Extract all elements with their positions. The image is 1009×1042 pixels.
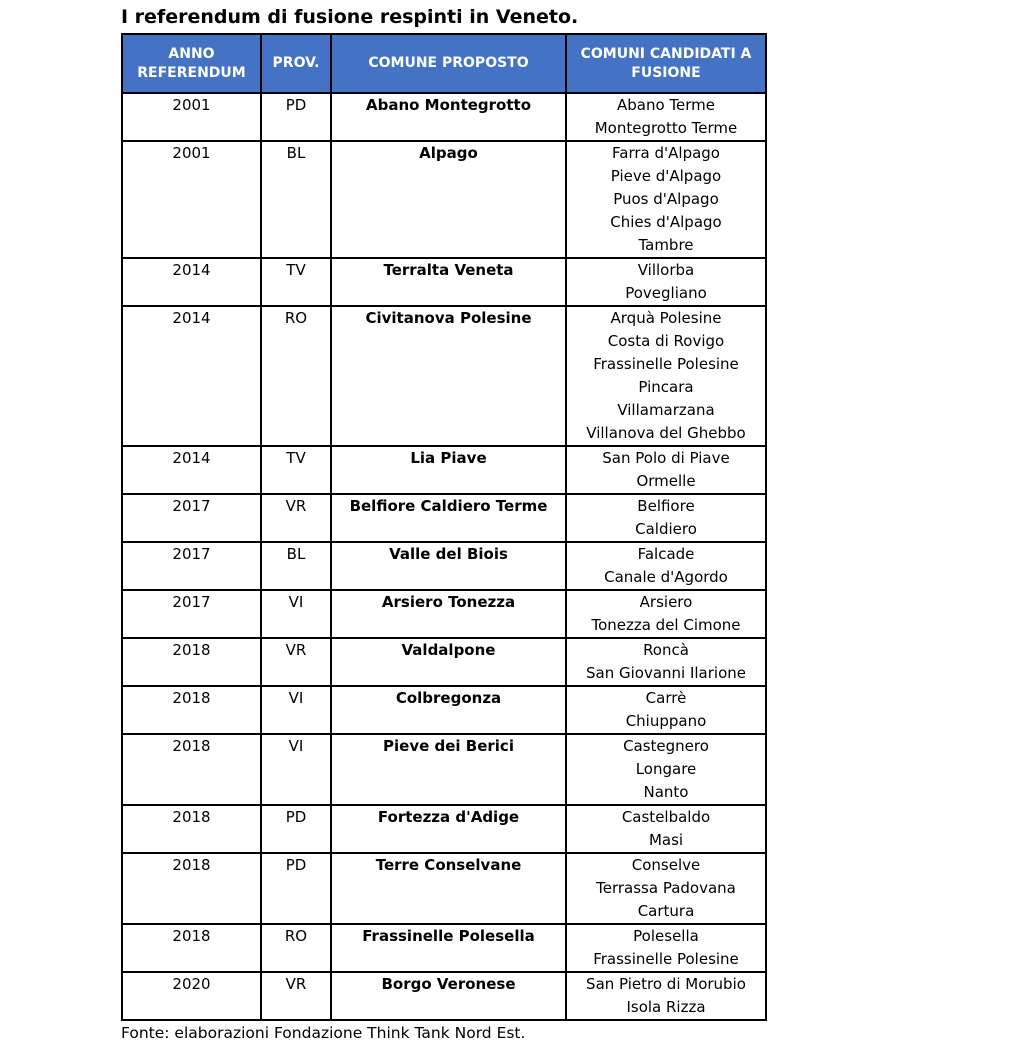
column-header-comuni-candidati: COMUNI CANDIDATI A FUSIONE — [566, 34, 766, 93]
table-row — [122, 972, 766, 1020]
cell-prov: PD — [261, 805, 331, 853]
comune-candidato-line: San Pietro di Morubio — [586, 975, 746, 993]
comune-candidato-line: Villamarzana — [617, 401, 715, 419]
cell-comuni-candidati — [566, 638, 766, 686]
cell-anno-referendum: 2018 — [122, 734, 261, 805]
comune-candidato-line: Costa di Rovigo — [607, 332, 725, 350]
cell-prov: PD — [261, 853, 331, 924]
page-title: I referendum di fusione respinti in Veneto. — [121, 6, 579, 28]
cell-comune-proposto: Terre Conselvane — [331, 853, 566, 924]
cell-comune-proposto: Pieve dei Berici — [331, 734, 566, 805]
comune-candidato-line: Belfiore — [637, 497, 695, 515]
column-header-anno-referendum: ANNO REFERENDUM — [122, 34, 261, 93]
cell-prov: VI — [261, 734, 331, 805]
comune-candidato-line: Arsiero — [639, 593, 693, 611]
comune-candidato-line: Polesella — [633, 927, 699, 945]
table-row — [122, 734, 766, 805]
cell-comune-proposto: Arsiero Tonezza — [331, 590, 566, 638]
table-row — [122, 141, 766, 258]
cell-comuni-candidati — [566, 494, 766, 542]
table-row — [122, 494, 766, 542]
table-row — [122, 306, 766, 446]
comune-candidato-line: Abano Terme — [616, 96, 715, 114]
cell-comuni-candidati — [566, 258, 766, 306]
cell-anno-referendum: 2018 — [122, 924, 261, 972]
comune-candidato-line: Castegnero — [623, 737, 709, 755]
table-row — [122, 638, 766, 686]
table-header — [122, 34, 766, 93]
table-figure — [121, 6, 769, 1042]
cell-prov: VR — [261, 972, 331, 1020]
cell-comuni-candidati — [566, 972, 766, 1020]
comune-candidato-line: Pieve d'Alpago — [610, 167, 722, 185]
cell-anno-referendum: 2001 — [122, 141, 261, 258]
cell-prov: VI — [261, 590, 331, 638]
cell-comune-proposto: Valdalpone — [331, 638, 566, 686]
cell-comuni-candidati — [566, 686, 766, 734]
comune-candidato-line: Masi — [648, 831, 684, 849]
cell-comune-proposto: Abano Montegrotto — [331, 93, 566, 141]
cell-anno-referendum: 2014 — [122, 258, 261, 306]
comune-candidato-line: Nanto — [643, 783, 689, 801]
comune-candidato-line: Arquà Polesine — [610, 309, 722, 327]
cell-prov: TV — [261, 446, 331, 494]
cell-comune-proposto: Terralta Veneta — [331, 258, 566, 306]
cell-anno-referendum: 2017 — [122, 542, 261, 590]
comune-candidato-line: Ormelle — [636, 472, 696, 490]
cell-anno-referendum: 2018 — [122, 686, 261, 734]
table-row — [122, 93, 766, 141]
column-header-prov: PROV. — [261, 34, 331, 93]
comune-candidato-line: San Polo di Piave — [602, 449, 730, 467]
cell-anno-referendum: 2017 — [122, 590, 261, 638]
comune-candidato-line: Pincara — [638, 378, 694, 396]
comune-candidato-line: Frassinelle Polesine — [593, 950, 739, 968]
comune-candidato-line: Povegliano — [625, 284, 707, 302]
comune-candidato-line: Chies d'Alpago — [610, 213, 722, 231]
table-row — [122, 258, 766, 306]
cell-comune-proposto: Alpago — [331, 141, 566, 258]
cell-anno-referendum: 2014 — [122, 446, 261, 494]
cell-prov: VI — [261, 686, 331, 734]
cell-comuni-candidati — [566, 734, 766, 805]
comune-candidato-line: Montegrotto Terme — [594, 119, 738, 137]
comune-candidato-line: Tambre — [638, 236, 694, 254]
cell-comune-proposto: Belfiore Caldiero Terme — [331, 494, 566, 542]
cell-comuni-candidati — [566, 590, 766, 638]
cell-prov: VR — [261, 494, 331, 542]
cell-prov: RO — [261, 306, 331, 446]
cell-comune-proposto: Frassinelle Polesella — [331, 924, 566, 972]
cell-prov: VR — [261, 638, 331, 686]
cell-anno-referendum: 2017 — [122, 494, 261, 542]
cell-anno-referendum: 2020 — [122, 972, 261, 1020]
source-note: Fonte: elaborazioni Fondazione Think Tank Nord Est. — [121, 1024, 526, 1042]
table-row — [122, 853, 766, 924]
cell-prov: PD — [261, 93, 331, 141]
cell-comuni-candidati — [566, 306, 766, 446]
comune-candidato-line: Villorba — [637, 261, 695, 279]
comune-candidato-line: Caldiero — [635, 520, 697, 538]
table-row — [122, 805, 766, 853]
comune-candidato-line: Terrassa Padovana — [596, 879, 736, 897]
comune-candidato-line: Cartura — [637, 902, 695, 920]
table-row — [122, 590, 766, 638]
cell-anno-referendum: 2018 — [122, 638, 261, 686]
comune-candidato-line: Isola Rizza — [626, 998, 706, 1016]
comune-candidato-line: Villanova del Ghebbo — [586, 424, 746, 442]
table-row — [122, 924, 766, 972]
cell-comune-proposto: Borgo Veronese — [331, 972, 566, 1020]
cell-comuni-candidati — [566, 542, 766, 590]
comune-candidato-line: Chiuppano — [625, 712, 707, 730]
cell-comune-proposto: Fortezza d'Adige — [331, 805, 566, 853]
table-body — [122, 93, 766, 1020]
comune-candidato-line: Conselve — [631, 856, 701, 874]
cell-comuni-candidati — [566, 924, 766, 972]
comune-candidato-line: Farra d'Alpago — [612, 144, 720, 162]
comune-candidato-line: Puos d'Alpago — [613, 190, 719, 208]
cell-prov: TV — [261, 258, 331, 306]
cell-comuni-candidati — [566, 853, 766, 924]
cell-prov: BL — [261, 542, 331, 590]
cell-comune-proposto: Lia Piave — [331, 446, 566, 494]
comune-candidato-line: San Giovanni Ilarione — [585, 664, 746, 682]
table-row — [122, 686, 766, 734]
column-header-comune-proposto: COMUNE PROPOSTO — [331, 34, 566, 93]
comune-candidato-line: Canale d'Agordo — [604, 568, 728, 586]
cell-anno-referendum: 2018 — [122, 853, 261, 924]
comune-candidato-line: Tonezza del Cimone — [591, 616, 741, 634]
cell-comune-proposto: Civitanova Polesine — [331, 306, 566, 446]
cell-comune-proposto: Colbregonza — [331, 686, 566, 734]
comune-candidato-line: Frassinelle Polesine — [593, 355, 739, 373]
cell-comune-proposto: Valle del Biois — [331, 542, 566, 590]
cell-anno-referendum: 2018 — [122, 805, 261, 853]
table-row — [122, 446, 766, 494]
cell-comuni-candidati — [566, 805, 766, 853]
comune-candidato-line: Roncà — [643, 641, 689, 659]
cell-anno-referendum: 2001 — [122, 93, 261, 141]
cell-comuni-candidati — [566, 141, 766, 258]
cell-comuni-candidati — [566, 93, 766, 141]
comune-candidato-line: Carrè — [645, 689, 687, 707]
cell-anno-referendum: 2014 — [122, 306, 261, 446]
cell-prov: BL — [261, 141, 331, 258]
cell-comuni-candidati — [566, 446, 766, 494]
comune-candidato-line: Longare — [635, 760, 697, 778]
comune-candidato-line: Castelbaldo — [621, 808, 711, 826]
comune-candidato-line: Falcade — [637, 545, 695, 563]
table-row — [122, 542, 766, 590]
referendum-table — [121, 33, 767, 1021]
cell-prov: RO — [261, 924, 331, 972]
